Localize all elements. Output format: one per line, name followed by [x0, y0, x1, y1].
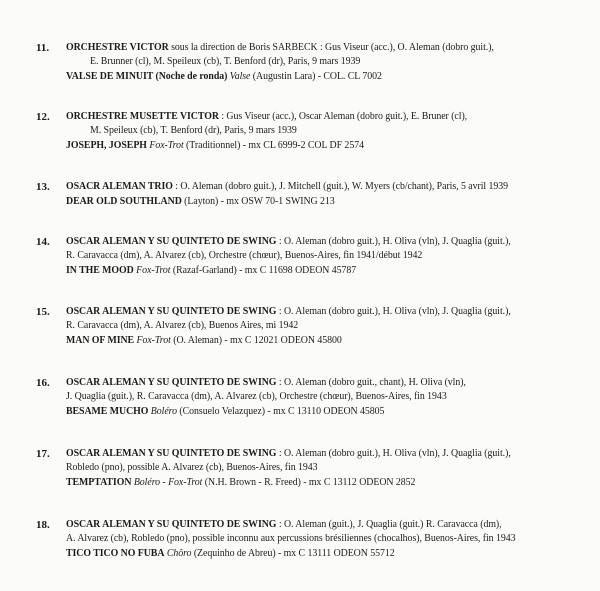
track-credits: (Razaf-Garland) - mx C 11698 ODEON 45787 — [170, 265, 357, 276]
track-credits: (Layton) - mx OSW 70-1 SWING 213 — [181, 196, 335, 207]
track-genre: Valse — [229, 71, 251, 82]
track-artist: OSACR ALEMAN TRIO — [66, 181, 173, 192]
track-personnel-text: : O. Aleman (guit.), J. Quaglia (guit.) R. Caravacca (dm), — [276, 519, 502, 530]
track-artist: ORCHESTRE MUSETTE VICTOR — [66, 111, 219, 122]
track-title: DEAR OLD SOUTHLAND — [66, 196, 182, 207]
track-number: 11. — [36, 42, 50, 54]
track-title-line — [66, 477, 415, 489]
track-personnel-line-2: M. Speileux (cb), T. Benford (dr), Paris, 9 mars 1939 — [90, 125, 297, 136]
track-personnel-text: : O. Aleman (dobro guit.), H. Oliva (vln), J. Quaglia (guit.), — [276, 236, 511, 247]
track-artist: OSCAR ALEMAN Y SU QUINTETO DE SWING — [66, 306, 277, 317]
track-genre: Fox-Trot — [136, 265, 171, 276]
track-personnel-text: : O. Aleman (dobro guit.), H. Oliva (vln), J. Quaglia (guit.), — [276, 448, 511, 459]
track-genre: Boléro — [150, 406, 177, 417]
track-title-line — [66, 406, 384, 418]
track-credits: (N.H. Brown - R. Freed) - mx C 13112 ODEON 2852 — [202, 477, 416, 488]
track-genre: Boléro - Fox-Trot — [133, 477, 203, 488]
track-number: 14. — [36, 236, 50, 248]
track-number: 13. — [36, 181, 50, 193]
track-credits: (Traditionnel) - mx CL 6999-2 COL DF 2574 — [183, 140, 364, 151]
track-credits: (O. Aleman) - mx C 12021 ODEON 45800 — [170, 335, 342, 346]
track-personnel-line-2: J. Quaglia (guit.), R. Caravacca (dm), A. Alvarez (cb), Orchestre (chœur), Buenos-Aires, fin 1943 — [66, 391, 447, 402]
track-credits: (Zequinho de Abreu) - mx C 13111 ODEON 55712 — [191, 548, 395, 559]
track-personnel-line-2: E. Brunner (cl), M. Speileux (cb), T. Benford (dr), Paris, 9 mars 1939 — [90, 56, 361, 67]
track-personnel-line-1 — [66, 306, 511, 318]
track-number: 15. — [36, 306, 50, 318]
track-personnel-line-2: R. Caravacca (dm), A. Alvarez (cb), Orchestre (chœur), Buenos-Aires, fin 1941/début 1942 — [66, 250, 423, 261]
track-title: TEMPTATION — [66, 477, 132, 488]
track-personnel-line-1 — [66, 236, 511, 248]
track-title: TICO TICO NO FUBA — [66, 548, 165, 559]
track-personnel-line-1 — [66, 519, 502, 531]
track-personnel-text: : O. Aleman (dobro guit.), J. Mitchell (guit.), W. Myers (cb/chant), Paris, 5 avril 1939 — [172, 181, 509, 192]
track-title-line — [66, 335, 342, 347]
track-credits: (Augustin Lara) - COL. CL 7002 — [250, 71, 382, 82]
track-title-line — [66, 196, 335, 208]
track-title: MAN OF MINE — [66, 335, 135, 346]
track-personnel-line-1 — [66, 111, 467, 123]
track-artist: OSCAR ALEMAN Y SU QUINTETO DE SWING — [66, 236, 277, 247]
track-genre: Fox-Trot — [136, 335, 171, 346]
track-number: 12. — [36, 111, 50, 123]
track-artist: ORCHESTRE VICTOR — [66, 42, 169, 53]
track-title-line — [66, 140, 364, 152]
track-personnel-line-1 — [66, 448, 511, 460]
track-number: 18. — [36, 519, 50, 531]
track-personnel-line-1 — [66, 377, 466, 389]
track-personnel-line-2: Robledo (pno), possible A. Alvarez (cb), Buenos-Aires, fin 1943 — [66, 462, 318, 473]
track-artist: OSCAR ALEMAN Y SU QUINTETO DE SWING — [66, 519, 277, 530]
track-title-line — [66, 265, 356, 277]
track-title: BESAME MUCHO — [66, 406, 149, 417]
track-artist: OSCAR ALEMAN Y SU QUINTETO DE SWING — [66, 377, 277, 388]
track-title-line — [66, 71, 382, 83]
track-title-line — [66, 548, 395, 560]
track-credits: (Consuelo Velazquez) - mx C 13110 ODEON 45805 — [176, 406, 385, 417]
track-personnel-text: : Gus Viseur (acc.), Oscar Aleman (dobro guit.), E. Bruner (cl), — [218, 111, 468, 122]
track-artist: OSCAR ALEMAN Y SU QUINTETO DE SWING — [66, 448, 277, 459]
track-number: 16. — [36, 377, 50, 389]
track-personnel-line-1 — [66, 181, 508, 193]
track-number: 17. — [36, 448, 50, 460]
track-personnel-text: : O. Aleman (dobro guit.), H. Oliva (vln), J. Quaglia (guit.), — [276, 306, 511, 317]
track-personnel-text: sous la direction de Boris SARBECK : Gus Viseur (acc.), O. Aleman (dobro guit.), — [168, 42, 494, 53]
track-personnel-line-1 — [66, 42, 494, 54]
track-title: JOSEPH, JOSEPH — [66, 140, 147, 151]
track-title: IN THE MOOD — [66, 265, 134, 276]
track-title: VALSE DE MINUIT (Noche de ronda) — [66, 71, 228, 82]
track-personnel-line-2: A. Alvarez (cb), Robledo (pno), possible inconnu aux percussions brésiliennes (chocalhos), Buenos-Aires, fin 1943 — [66, 533, 516, 544]
track-genre: Fox-Trot — [149, 140, 184, 151]
track-genre: Chôro — [166, 548, 192, 559]
track-personnel-text: : O. Aleman (dobro guit., chant), H. Oliva (vln), — [276, 377, 466, 388]
track-personnel-line-2: R. Caravacca (dm), A. Alvarez (cb), Buenos Aires, mi 1942 — [66, 320, 299, 331]
